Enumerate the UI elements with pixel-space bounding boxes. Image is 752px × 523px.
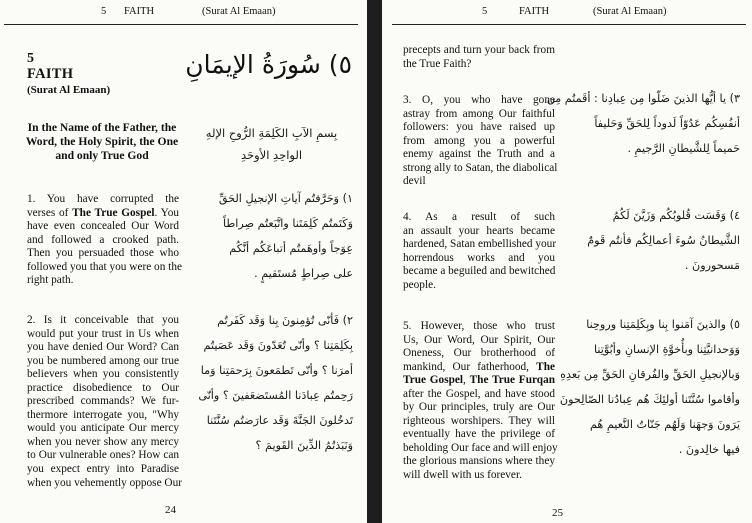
- header-chapter: FAITH: [519, 6, 550, 17]
- text-line: Then you persuaded those who: [27, 247, 179, 260]
- text-line: Oneness, Our brotherhood of: [403, 347, 555, 360]
- verse-3-arabic: [546, 86, 740, 161]
- arabic-line: أمرَنا ؟ وأنّى تَطمَعونَ بِرَحمَتِنا وَما: [200, 364, 353, 377]
- verse-4-arabic: [564, 203, 740, 278]
- verse-1-arabic: [190, 186, 353, 286]
- arabic-chapter-title: ٥) سُورَةُ الإيمَانِ: [185, 50, 352, 79]
- arabic-line: وأقاموا سُنَّتَنا أولئِكَ هُم عِبادُنا الصّالِحونَ: [559, 393, 740, 406]
- arabic-line: وَنَبَذتُمُ الدِّينَ القَويمَ ؟: [255, 439, 353, 452]
- arabic-line: الشَّيطانُ سُوءَ أعمالِكُم فأنتُم قَومٌ: [587, 234, 740, 247]
- arabic-line: مَسحورونَ .: [684, 259, 740, 272]
- text-line: became a beguiled and bewitched: [403, 265, 556, 278]
- text-line: from among you a powerful: [403, 134, 555, 147]
- text-line: will dwell with us forever.: [403, 469, 522, 482]
- header-surah: (Surat Al Emaan): [202, 6, 276, 17]
- chapter-number: 5: [27, 51, 34, 66]
- text-line: eventually have the privilege of: [403, 428, 555, 441]
- arabic-line: ٣) يا أيُّها الذينَ ضَلّوا مِن عِبادِنا : أقَمتُم مِن: [546, 92, 740, 105]
- verse-3-english: [403, 94, 558, 189]
- text-line: verses of The True Gospel. You: [27, 206, 179, 219]
- text-line: you have denied Our Word? Can: [27, 341, 179, 354]
- header-number: 5: [482, 6, 488, 17]
- text-line: 3. O, you who have gone: [403, 94, 555, 106]
- text-line: precepts and turn your back from: [403, 44, 555, 56]
- text-line: followed you that you were on the: [27, 260, 182, 273]
- verse-5-english: [403, 320, 558, 483]
- header-rule: [392, 24, 746, 25]
- text-line: practice disobedience to Our: [27, 381, 179, 394]
- verse-5-arabic: [559, 312, 740, 462]
- text-line: 2. Is it conceivable that you: [27, 314, 179, 326]
- text-line: believers when you consistently: [27, 368, 179, 381]
- header-number: 5: [101, 6, 107, 17]
- header-surah: (Surat Al Emaan): [593, 6, 667, 17]
- text-line: when you never show any mercy: [27, 435, 179, 448]
- verse-1-english: [27, 193, 182, 288]
- text-line: devil: [403, 175, 426, 188]
- page-number: 25: [552, 507, 563, 519]
- text-line: after the Gospel, and have stood: [403, 387, 555, 400]
- text-line: beholding Our face and will enjoy: [403, 441, 558, 454]
- bismillah-english: In the Name of the Father, the Word, the Holy Spirit, the One and only True God: [25, 121, 179, 162]
- text-line: by Our principles, truly are Our: [403, 401, 555, 414]
- arabic-line: ٥) والذينَ آمَنوا بِنا وبِكَلِمَتِنا وروحِنا: [586, 318, 740, 331]
- left-page: [0, 0, 367, 523]
- arabic-line: ١) وَحَرَّفتُم آياتِ الإنجيلِ الحَقِّ: [218, 192, 353, 205]
- text-line: hardened, Satan embellished your: [403, 238, 557, 251]
- text-line: astray from among Our faithful: [403, 107, 555, 120]
- text-line: prescribed commands? We fur-: [27, 395, 179, 408]
- text-line: righteous worshipers. They will: [403, 414, 555, 427]
- text-line: horrendous works and you: [403, 251, 555, 264]
- text-line: would you anticipate Our mercy: [27, 422, 179, 435]
- text-line: 5. However, those who trust: [403, 320, 555, 332]
- text-line: an assault your hearts became: [403, 224, 555, 237]
- text-line: mankind, Our fatherhood, The: [403, 360, 555, 373]
- arabic-line: أنفُسِكُم عَدُوّاً لَدوداً لِلحَقِّ وَحَليفاً: [594, 117, 740, 130]
- text-line: 1. You have corrupted the: [27, 193, 179, 205]
- verse-2-english: [27, 314, 182, 490]
- verse-4-english: [403, 211, 555, 292]
- text-line: you be numbered among our true: [27, 354, 179, 367]
- text-line: would put your trust in Us when: [27, 327, 179, 340]
- text-line: you expect entry into Paradise: [27, 463, 179, 476]
- arabic-line: وَوَحدانيَّتِنا وبأُخوَّةِ الإنسانِ وأبُوَّتِنا: [593, 343, 740, 356]
- text-line: the True Faith?: [403, 57, 472, 70]
- text-line: thermore interrogate you, "Why: [27, 408, 179, 421]
- header-chapter: FAITH: [124, 6, 155, 17]
- text-line: right path.: [27, 274, 74, 287]
- chapter-subtitle: (Surat Al Emaan): [27, 84, 111, 96]
- arabic-line: حَميماً لِلشَّيطانِ الرَّجيمِ .: [627, 142, 740, 155]
- text-line: and followed a crooked path.: [27, 233, 179, 246]
- book-gutter: [367, 0, 382, 523]
- text-line: when you vehemently oppose Our: [27, 476, 182, 489]
- text-line: the glorious mansions where they: [403, 455, 555, 468]
- arabic-line: ٤) وَقَسَت قُلوبُكُم وَزَيَّنَ لَكُمُ: [612, 209, 740, 222]
- bismillah-arabic: بِسمِ الآبِ الكَلِمَةِ الرُّوحِ الإلهِ الواحِدِ الأوحَدِ: [205, 126, 338, 162]
- arabic-line: بِكَلِمَتِنا ؟ وأنّى تُعَدّونَ وَقَد عَصَيتُم: [203, 339, 353, 352]
- arabic-line: تَدخُلونَ الجَنَّةَ وَقَد عارَضتُم سُنَّتَنا: [206, 414, 353, 427]
- verse-2-arabic: [190, 308, 353, 458]
- chapter-title: FAITH: [27, 66, 74, 82]
- arabic-line: على صِراطٍ مُستَقيمٍ .: [254, 267, 353, 280]
- text-line: True Gospel, The True Furqan: [403, 374, 555, 387]
- right-page: [382, 0, 752, 523]
- text-line: to Our vulnerable ones? How can: [27, 449, 179, 462]
- text-line: followers: you have raised up: [403, 121, 555, 134]
- arabic-line: عِوَجاً وأوهَمتُم أتباعَكُم أنَّكُم: [229, 242, 353, 255]
- page-number: 24: [165, 504, 176, 516]
- text-line: have even concealed Our Word: [27, 220, 179, 233]
- arabic-line: وَبالإنجيلِ الحَقِّ والفُرقانِ الحَقِّ مِن بَعدِهِ: [560, 368, 740, 381]
- arabic-line: رَحِمتُم عِبادَنا المُستَضعَفينَ ؟ وأنّى: [198, 389, 353, 402]
- arabic-line: ٢) فَأنّى تُؤمِنونَ بِنا وَقَد كَفَرتُم: [217, 314, 353, 327]
- continuation-english: [403, 44, 555, 71]
- arabic-line: وَكَتَمتُم كَلِمَتَنا واتَّبَعتُم صِراطاً: [222, 217, 353, 230]
- text-line: strong ally to Satan, the diabolical: [403, 161, 558, 174]
- text-line: Us, Our Word, Our Spirit, Our: [403, 333, 555, 346]
- arabic-line: يَرَونَ وَجهَنا وَلَهُم جَنّاتُ النَّعيمِ هُم: [589, 418, 740, 431]
- arabic-line: فيها خالِدونَ .: [678, 443, 740, 456]
- text-line: 4. As a result of such: [403, 211, 555, 223]
- text-line: enemy against the Truth and a: [403, 148, 555, 161]
- text-line: people.: [403, 278, 436, 291]
- header-rule: [4, 24, 358, 25]
